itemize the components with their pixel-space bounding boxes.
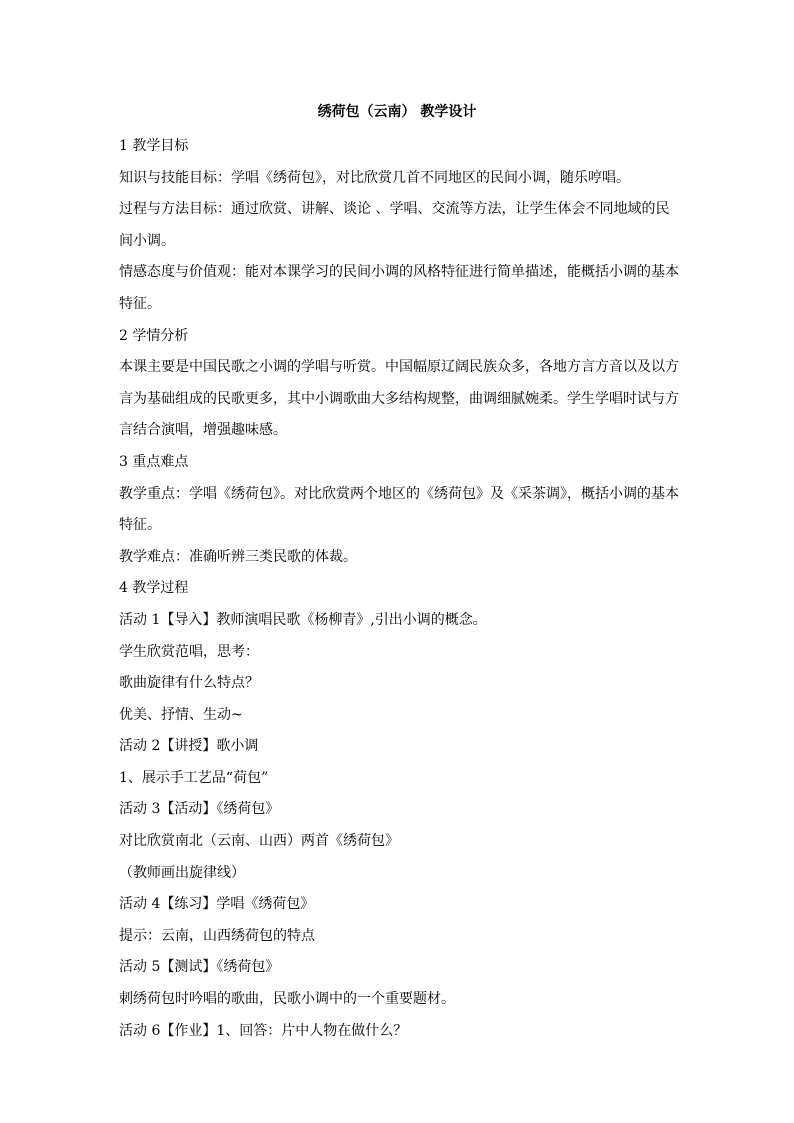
paragraph-question: 歌曲旋律有什么特点？ <box>119 675 259 692</box>
section-heading-objectives: 1 教学目标 <box>119 138 189 154</box>
paragraph-attitude-goal: 情感态度与价值观：能对本课学习的民间小调的风格特征进行简单描述，能概括小调的基本特征。 <box>119 264 679 312</box>
paragraph-difficulty: 教学难点：准确听辨三类民歌的体裁。 <box>119 548 357 565</box>
paragraph-key-point: 教学重点：学唱《绣荷包》。对比欣赏两个地区的《绣荷包》及《采茶调》，概括小调的基本特征。 <box>119 485 679 534</box>
paragraph-activity-3: 活动 3【活动】《绣荷包》 <box>119 801 280 818</box>
paragraph-answer: 优美、抒情、生动~ <box>119 706 243 723</box>
paragraph-compare: 对比欣赏南北（云南、山西）两首《绣荷包》 <box>119 833 399 850</box>
section-heading-process: 4 教学过程 <box>119 580 189 597</box>
section-heading-key-points: 3 重点难点 <box>119 453 189 470</box>
paragraph-melody-line: （教师画出旋律线） <box>119 864 245 881</box>
paragraph-activity-4: 活动 4【练习】学唱《绣荷包》 <box>119 896 315 913</box>
document-title: 绣荷包（云南） 教学设计 <box>317 104 477 120</box>
section-heading-analysis: 2 学情分析 <box>119 327 189 344</box>
paragraph-process-goal: 过程与方法目标：通过欣赏、讲解、谈论 、学唱、交流等方法，让学生体会不同地域的民间小调。 <box>119 201 670 249</box>
paragraph-embroidery-song: 刺绣荷包时吟唱的歌曲，民歌小调中的一个重要题材。 <box>119 991 455 1008</box>
paragraph-activity-6: 活动 6【作业】1、回答：片中人物在做什么？ <box>119 1022 408 1039</box>
paragraph-analysis: 本课主要是中国民歌之小调的学唱与听赏。中国幅原辽阔民族众多，各地方言方音以及以方言为基础组成的民歌更多，其中小调歌曲大多结构规整，曲调细腻婉柔。学生学唱时试与方言结合演唱，增强趣味感。 <box>119 359 679 439</box>
document-body <box>119 131 679 1047</box>
paragraph-activity-2: 活动 2【讲授】歌小调 <box>119 738 259 755</box>
paragraph-show-handicraft: 1、展示手工艺品“荷包” <box>119 769 269 786</box>
paragraph-hint: 提示：云南，山西绣荷包的特点 <box>119 927 315 944</box>
paragraph-activity-5: 活动 5【测试】《绣荷包》 <box>119 959 280 976</box>
paragraph-activity-1: 活动 1【导入】教师演唱民歌《杨柳青》,引出小调的概念。 <box>119 611 487 628</box>
paragraph-student-listen: 学生欣赏范唱，思考： <box>119 643 259 660</box>
paragraph-knowledge-goal: 知识与技能目标：学唱《绣荷包》，对比欣赏几首不同地区的民间小调，随乐哼唱。 <box>119 169 630 186</box>
